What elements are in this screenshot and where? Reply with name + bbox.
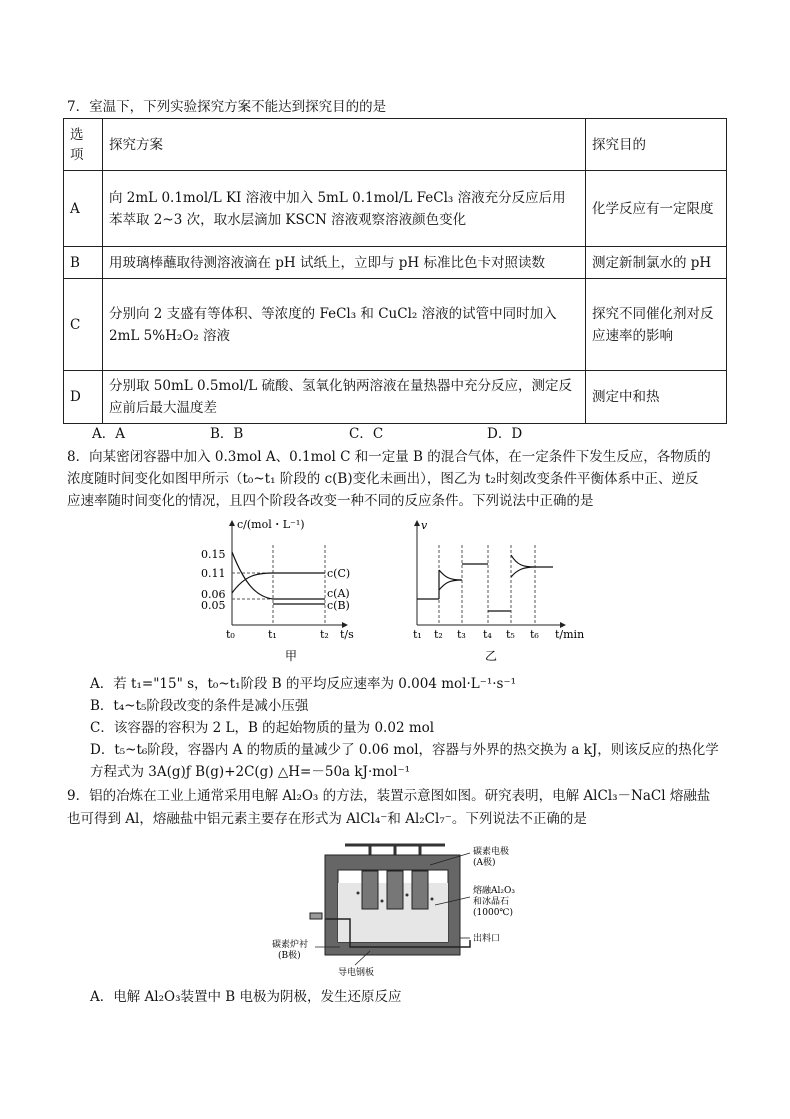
q7-stem: 7．室温下，下列实验探究方案不能达到探究目的的是 [67, 99, 387, 115]
yi-xtick-t4: t₄ [483, 628, 492, 641]
yi-xtick-t5: t₅ [506, 628, 515, 641]
q8-stem-1: 8．向某密闭容器中加入 0.3mol A、0.1mol C 和一定量 B 的混合气体，在一定条件下发生反应，各物质的 [67, 449, 711, 465]
yi-xtick-t6: t₆ [530, 628, 539, 641]
yi-xtick-t1: t₁ [413, 628, 422, 641]
label-lining: 碳素炉衬(B极) [272, 940, 309, 961]
yi-xtick-tmin: t/min [555, 628, 585, 641]
bubble [431, 898, 434, 901]
yi-curve-2a [439, 570, 462, 580]
row-d-plan: 分别取 50mL 0.5mol/L 硫酸、氢氧化钠两溶液在量热器中充分反应，测定反应前后最大温度差 [103, 371, 586, 424]
header-option: 选 项 [64, 119, 103, 171]
curve-a [232, 552, 325, 599]
anode-3 [412, 871, 428, 909]
row-a-option: A [64, 171, 103, 247]
q8-option-d-2: 方程式为 3A(g)ƒ B(g)+2C(g) △H=－50a kJ·mol⁻¹ [90, 764, 411, 780]
q9-stem-2: 也可得到 Al，熔融盐中铝元素主要存在形式为 AlCl₄⁻和 Al₂Cl₇⁻。下列说法不正确的是 [67, 811, 587, 827]
q7-option-a: A．A [92, 426, 125, 442]
ylabel: c/(mol・L⁻¹) [237, 518, 305, 531]
header-plan: 探究方案 [103, 119, 586, 171]
yi-curve-5b [511, 567, 535, 577]
anode-1 [362, 871, 378, 909]
q8-option-a: A．若 t₁="15" s，t₀~t₁阶段 B 的平均反应速率为 0.004 mol·L⁻¹·s⁻¹ [90, 676, 517, 692]
yi-xtick-t3: t₃ [457, 628, 466, 641]
label-melt: 熔融Al₂O₃ 和冰晶石(1000℃) [473, 886, 515, 918]
ytick-015: 0.15 [201, 548, 226, 561]
yi-curve-2b [439, 580, 462, 590]
q7-option-b: B．B [210, 426, 244, 442]
bubble [406, 894, 409, 897]
row-a-goal: 化学反应有一定限度 [586, 171, 727, 247]
row-b-option: B [64, 247, 103, 279]
ytick-006: 0.06 [201, 588, 226, 601]
q9-stem-1: 9．铝的冶炼在工业上通常采用电解 Al₂O₃ 的方法，装置示意图如图。研究表明，电解 AlCl₃－NaCl 熔融盐 [67, 788, 711, 804]
label-plate: 导电钢板 [338, 968, 375, 978]
curve-c [232, 573, 325, 593]
yi-curve-5a [511, 555, 535, 567]
figure-yi [405, 515, 600, 665]
label-cb: c(B) [327, 599, 350, 612]
yi-ylabel: v [421, 519, 428, 532]
row-c-goal: 探究不同催化剂对反应速率的影响 [586, 279, 727, 371]
xtick-t1: t₁ [268, 628, 277, 641]
label-cc: c(C) [327, 567, 351, 580]
row-b-plan: 用玻璃棒蘸取待测溶液滴在 pH 试纸上，立即与 pH 标准比色卡对照读数 [103, 247, 586, 279]
q8-stem-2: 浓度随时间变化如图甲所示（t₀~t₁ 阶段的 c(B)变化未画出），图乙为 t₂时刻改变条件平衡体系中正、逆反 [67, 471, 699, 487]
xtick-t2: t₂ [320, 628, 329, 641]
caption-yi: 乙 [485, 649, 498, 663]
q7-option-c: C．C [349, 426, 384, 442]
anode-2 [387, 871, 403, 909]
q9-option-a: A．电解 Al₂O₃装置中 B 电极为阴极，发生还原反应 [90, 989, 402, 1005]
label-ca: c(A) [327, 587, 350, 600]
q7-option-d: D．D [487, 426, 523, 442]
row-d-option: D [64, 371, 103, 424]
ytick-005: 0.05 [201, 599, 226, 612]
header-goal: 探究目的 [586, 119, 727, 171]
bubble [357, 892, 360, 895]
ytick-011: 0.11 [201, 567, 226, 580]
row-b-goal: 测定新制氯水的 pH [586, 247, 727, 279]
label-anode: 碳素电极(A极) [473, 847, 510, 868]
xtick-ts: t/s [340, 628, 354, 641]
bubble [381, 900, 384, 903]
q8-option-d-1: D．t₅~t₆阶段，容器内 A 的物质的量减少了 0.06 mol，容器与外界的热交换为 a kJ，则该反应的热化学 [90, 742, 719, 758]
q7-table [63, 118, 727, 424]
yi-xtick-t2: t₂ [434, 628, 443, 641]
caption-jia: 甲 [285, 649, 298, 663]
plate-tab [310, 913, 322, 919]
xtick-t0: t₀ [226, 628, 235, 641]
row-d-goal: 测定中和热 [586, 371, 727, 424]
figure-jia [195, 515, 370, 665]
q8-stem-3: 应速率随时间变化的情况，且四个阶段各改变一种不同的反应条件。下列说法中正确的是 [67, 493, 594, 509]
q8-option-c: C．该容器的容积为 2 L，B 的起始物质的量为 0.02 mol [90, 720, 435, 736]
label-outlet: 出料口 [473, 934, 501, 944]
row-a-plan: 向 2mL 0.1mol/L KI 溶液中加入 5mL 0.1mol/L FeCl₃ 溶液充分反应后用苯萃取 2~3 次，取水层滴加 KSCN 溶液观察溶液颜色变化 [103, 171, 586, 247]
row-c-option: C [64, 279, 103, 371]
electrolysis-diagram [270, 835, 570, 985]
row-c-plan: 分别向 2 支盛有等体积、等浓度的 FeCl₃ 和 CuCl₂ 溶液的试管中同时加入 2mL 5%H₂O₂ 溶液 [103, 279, 586, 371]
q8-option-b: B．t₄~t₅阶段改变的条件是减小压强 [90, 698, 309, 714]
